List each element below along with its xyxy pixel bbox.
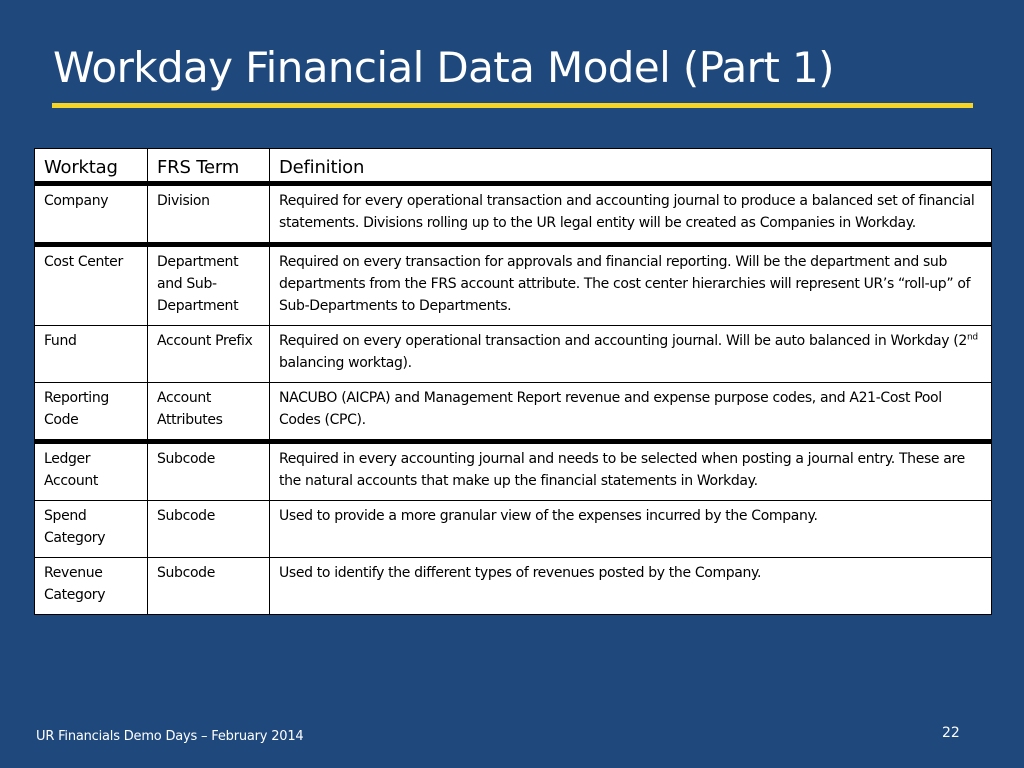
worktag-cell: Ledger Account (35, 442, 148, 501)
column-header-definition: Definition (270, 149, 992, 184)
frs-term-cell: Division (148, 184, 270, 245)
definition-cell: Used to identify the different types of revenues posted by the Company. (270, 558, 992, 615)
frs-term-cell: Subcode (148, 558, 270, 615)
worktag-cell: Spend Category (35, 501, 148, 558)
footer-text: UR Financials Demo Days – February 2014 (36, 729, 304, 744)
frs-term-cell: Subcode (148, 442, 270, 501)
table-row-company (35, 184, 992, 245)
table-row-cost-center (35, 245, 992, 326)
worktag-cell: Company (35, 184, 148, 245)
frs-term-cell: Subcode (148, 501, 270, 558)
definition-cell: NACUBO (AICPA) and Management Report revenue and expense purpose codes, and A21-Cost Pool Codes (CPC). (270, 383, 992, 442)
table-row-ledger-account (35, 442, 992, 501)
frs-term-cell: Account Prefix (148, 326, 270, 383)
table-row-revenue-category (35, 558, 992, 615)
definition-text-end: balancing worktag). (279, 355, 412, 371)
table-row-spend-category (35, 501, 992, 558)
table-row-fund (35, 326, 992, 383)
definition-cell (270, 326, 992, 383)
title-underline (52, 103, 973, 108)
definition-cell: Required for every operational transaction and accounting journal to produce a balanced set of financial statements. Divisions rolling up to the UR legal entity will be created as Companies in Workday. (270, 184, 992, 245)
definition-text: Required on every operational transaction and accounting journal. Will be auto balanced in Workday (2 (279, 333, 967, 349)
column-header-frs-term: FRS Term (148, 149, 270, 184)
ordinal-suffix: nd (966, 332, 978, 343)
worktag-cell: Fund (35, 326, 148, 383)
column-header-worktag: Worktag (35, 149, 148, 184)
frs-term-cell: Department and Sub-Department (148, 245, 270, 326)
financial-data-model-table (34, 148, 992, 615)
definition-cell: Used to provide a more granular view of the expenses incurred by the Company. (270, 501, 992, 558)
worktag-cell: Revenue Category (35, 558, 148, 615)
page-number: 22 (942, 725, 960, 741)
definition-cell: Required on every transaction for approvals and financial reporting. Will be the department and sub departments from the FRS account attribute. The cost center hierarchies will represent UR’s “roll-up” of Sub-Departments to Departments. (270, 245, 992, 326)
slide-title: Workday Financial Data Model (Part 1) (53, 43, 834, 92)
worktag-cell: Reporting Code (35, 383, 148, 442)
definition-cell: Required in every accounting journal and needs to be selected when posting a journal entry. These are the natural accounts that make up the financial statements in Workday. (270, 442, 992, 501)
table-header-row (35, 149, 992, 184)
worktag-cell: Cost Center (35, 245, 148, 326)
frs-term-cell: Account Attributes (148, 383, 270, 442)
table-row-reporting-code (35, 383, 992, 442)
